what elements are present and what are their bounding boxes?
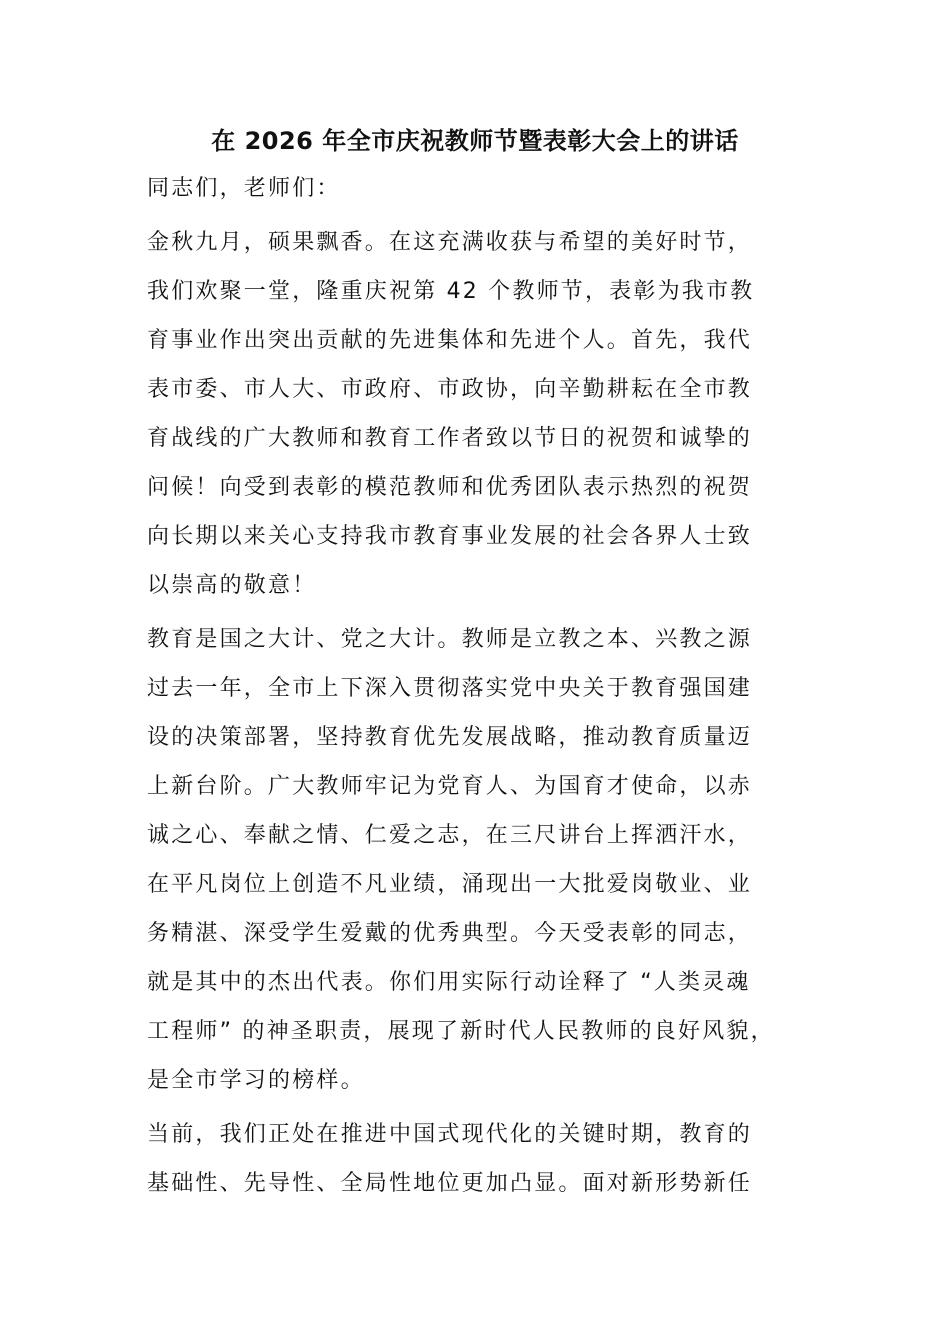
paragraph-2-line-8: 就是其中的杰出代表。你们用实际行动诠释了 “人类灵魂 [147, 970, 751, 995]
document-title: 在 2026 年全市庆祝教师节暨表彰大会上的讲话 [211, 127, 739, 155]
paragraph-2-line-6: 在平凡岗位上创造不凡业绩，涌现出一大批爱岗敬业、业 [147, 872, 753, 897]
paragraph-1-line-2: 我们欢聚一堂，隆重庆祝第 42 个教师节，表彰为我市教 [147, 279, 755, 304]
paragraph-2-line-4: 上新台阶。广大教师牢记为党育人、为国育才使命，以赤 [147, 774, 753, 799]
paragraph-1-line-5: 育战线的广大教师和教育工作者致以节日的祝贺和诚挚的 [147, 426, 753, 451]
paragraph-1-line-6: 问候！向受到表彰的模范教师和优秀团队表示热烈的祝贺 [147, 475, 753, 500]
salutation-line: 同志们，老师们： [147, 176, 341, 201]
paragraph-3-line-1: 当前，我们正处在推进中国式现代化的关键时期，教育的 [147, 1122, 753, 1147]
paragraph-1-line-8: 以崇高的敬意！ [147, 573, 317, 598]
paragraph-2-line-7: 务精湛、深受学生爱戴的优秀典型。今天受表彰的同志， [147, 921, 753, 946]
paragraph-2-line-9: 工程师” 的神圣职责，展现了新时代人民教师的良好风貌， [147, 1019, 775, 1044]
paragraph-1-line-3: 育事业作出突出贡献的先进集体和先进个人。首先，我代 [147, 328, 753, 353]
paragraph-2-line-1: 教育是国之大计、党之大计。教师是立教之本、兴教之源 [147, 627, 753, 652]
paragraph-1-line-4: 表市委、市人大、市政府、市政协，向辛勤耕耘在全市教 [147, 377, 753, 402]
paragraph-2-line-5: 诚之心、奉献之情、仁爱之志，在三尺讲台上挥洒汗水， [147, 823, 753, 848]
paragraph-2-line-3: 设的决策部署，坚持教育优先发展战略，推动教育质量迈 [147, 725, 753, 750]
paragraph-2-line-2: 过去一年，全市上下深入贯彻落实党中央关于教育强国建 [147, 676, 753, 701]
paragraph-3-line-2: 基础性、先导性、全局性地位更加凸显。面对新形势新任 [147, 1171, 753, 1196]
paragraph-1-line-1: 金秋九月，硕果飘香。在这充满收获与希望的美好时节， [147, 230, 753, 255]
paragraph-2-line-10: 是全市学习的榜样。 [147, 1068, 365, 1093]
paragraph-1-line-7: 向长期以来关心支持我市教育事业发展的社会各界人士致 [147, 524, 753, 549]
